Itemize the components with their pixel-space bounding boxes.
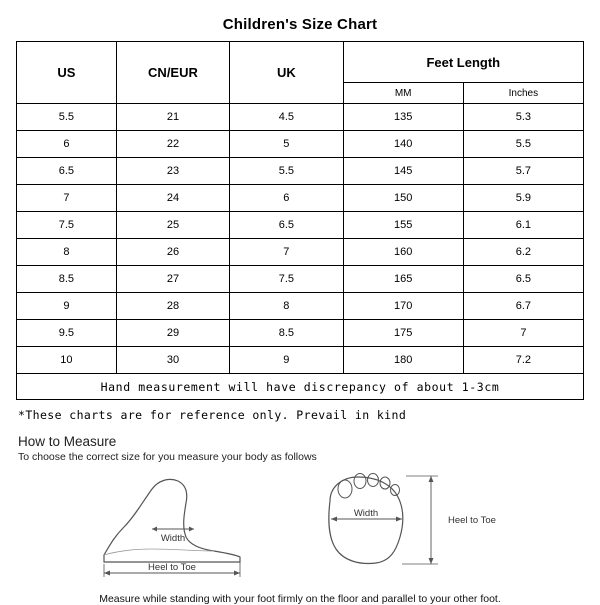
side-view-width-measure	[152, 527, 194, 545]
cell-us: 8.5	[17, 266, 117, 293]
cell-uk: 6.5	[230, 212, 343, 239]
side-view-heel-to-toe-label: Heel to Toe	[148, 562, 196, 573]
table-row	[17, 104, 584, 131]
table-body	[17, 104, 584, 400]
cell-inches: 5.3	[463, 104, 583, 131]
cell-us: 6	[17, 131, 117, 158]
cell-inches: 5.7	[463, 158, 583, 185]
table-row	[17, 266, 584, 293]
side-view-width-label: Width	[160, 533, 186, 544]
cell-us: 9.5	[17, 320, 117, 347]
table-row	[17, 293, 584, 320]
measurement-diagram	[16, 467, 584, 587]
table-row	[17, 239, 584, 266]
cell-mm: 155	[343, 212, 463, 239]
cell-cn-eur: 28	[116, 293, 229, 320]
cell-uk: 8	[230, 293, 343, 320]
cell-mm: 150	[343, 185, 463, 212]
top-view-heel-to-toe-label: Heel to Toe	[448, 515, 496, 526]
cell-uk: 6	[230, 185, 343, 212]
cell-inches: 7	[463, 320, 583, 347]
table-head	[17, 42, 584, 104]
measurement-discrepancy-note: Hand measurement will have discrepancy of about 1-3cm	[17, 374, 584, 400]
cell-cn-eur: 26	[116, 239, 229, 266]
header-cn-eur: CN/EUR	[116, 42, 229, 104]
cell-uk: 9	[230, 347, 343, 374]
table-row	[17, 212, 584, 239]
cell-mm: 140	[343, 131, 463, 158]
header-uk: UK	[230, 42, 343, 104]
cell-inches: 6.5	[463, 266, 583, 293]
cell-cn-eur: 21	[116, 104, 229, 131]
cell-inches: 6.1	[463, 212, 583, 239]
cell-cn-eur: 22	[116, 131, 229, 158]
cell-uk: 7.5	[230, 266, 343, 293]
table-note-row	[17, 374, 584, 400]
cell-uk: 5.5	[230, 158, 343, 185]
cell-us: 9	[17, 293, 117, 320]
cell-us: 10	[17, 347, 117, 374]
table-row	[17, 158, 584, 185]
cell-cn-eur: 29	[116, 320, 229, 347]
how-to-measure-heading: How to Measure	[18, 434, 117, 449]
cell-mm: 170	[343, 293, 463, 320]
cell-inches: 6.2	[463, 239, 583, 266]
cell-uk: 8.5	[230, 320, 343, 347]
header-mm: MM	[343, 83, 463, 104]
cell-cn-eur: 27	[116, 266, 229, 293]
measure-footer-note: Measure while standing with your foot firmly on the floor and parallel to your other foot.	[99, 593, 501, 605]
reference-note: *These charts are for reference only. Prevail in kind	[18, 408, 407, 422]
size-chart-table	[16, 41, 584, 400]
cell-inches: 6.7	[463, 293, 583, 320]
header-us: US	[17, 42, 117, 104]
cell-us: 5.5	[17, 104, 117, 131]
table-header-row-main	[17, 42, 584, 83]
cell-inches: 5.9	[463, 185, 583, 212]
cell-mm: 175	[343, 320, 463, 347]
cell-uk: 7	[230, 239, 343, 266]
cell-cn-eur: 25	[116, 212, 229, 239]
cell-us: 7	[17, 185, 117, 212]
cell-mm: 145	[343, 158, 463, 185]
cell-uk: 5	[230, 131, 343, 158]
cell-cn-eur: 23	[116, 158, 229, 185]
top-view-heel-to-toe-measure	[402, 476, 496, 564]
cell-inches: 7.2	[463, 347, 583, 374]
top-view-width-measure	[331, 508, 402, 522]
cell-us: 8	[17, 239, 117, 266]
cell-inches: 5.5	[463, 131, 583, 158]
cell-mm: 135	[343, 104, 463, 131]
table-row	[17, 347, 584, 374]
cell-us: 6.5	[17, 158, 117, 185]
cell-cn-eur: 30	[116, 347, 229, 374]
cell-mm: 165	[343, 266, 463, 293]
cell-uk: 4.5	[230, 104, 343, 131]
how-to-measure-subheading: To choose the correct size for you measure your body as follows	[18, 451, 317, 463]
cell-cn-eur: 24	[116, 185, 229, 212]
table-row	[17, 185, 584, 212]
cell-mm: 180	[343, 347, 463, 374]
table-row	[17, 131, 584, 158]
header-inches: Inches	[463, 83, 583, 104]
side-view-foot-icon	[104, 479, 240, 562]
header-feet-length: Feet Length	[343, 42, 583, 83]
foot-measurement-illustration	[90, 467, 510, 587]
top-view-width-label: Width	[353, 508, 379, 519]
cell-us: 7.5	[17, 212, 117, 239]
page-title: Children's Size Chart	[222, 16, 378, 33]
cell-mm: 160	[343, 239, 463, 266]
table-row	[17, 320, 584, 347]
